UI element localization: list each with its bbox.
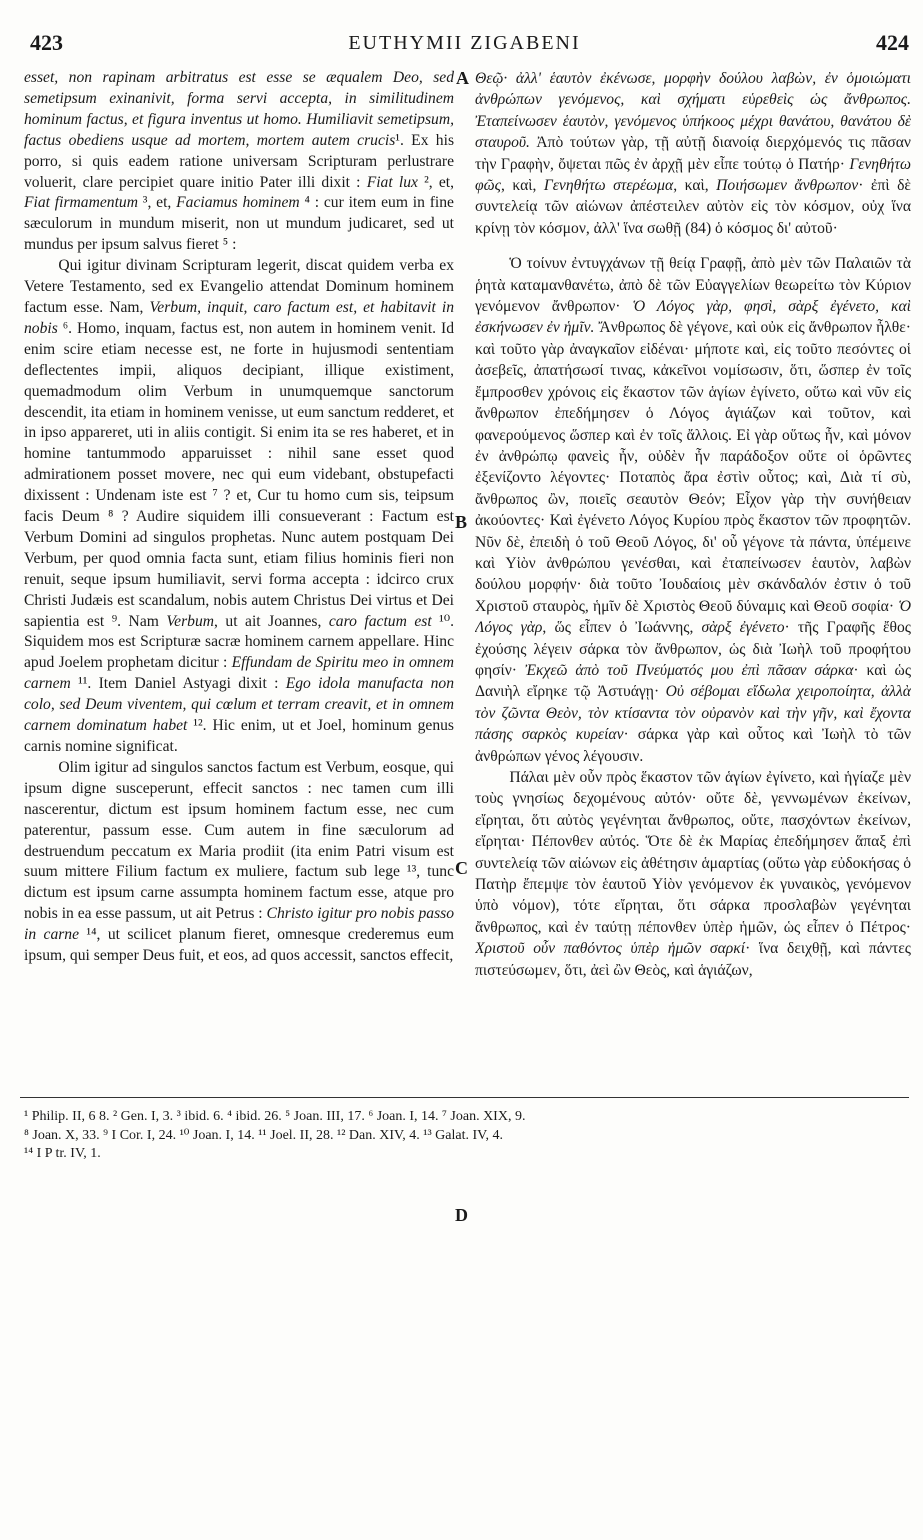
margin-letter-d: D	[455, 1205, 468, 1225]
running-title: EUTHYMII ZIGABENI	[348, 32, 581, 54]
greek-quote: Χριστοῦ οὖν παθόντος ὑπὲρ ἡμῶν σαρκί	[475, 940, 746, 958]
greek-text: , ὥς εἶπεν ὁ Ἰωάννης,	[542, 619, 702, 637]
greek-text: · καὶ ὡς Δανιὴλ εἴρηκε τῷ Ἀστυάγῃ·	[475, 661, 911, 701]
page-number-left: 423	[30, 30, 63, 55]
latin-text: ¹. Ex his porro, si quis eadem ratione universam Scripturam perlustrare voluerit, clare percipiet quare initio Pater illi dixit :	[24, 131, 454, 191]
footnote-line-3: ¹⁴ I P tr. IV, 1.	[24, 1146, 101, 1161]
greek-quote: Ποιήσωμεν ἄνθρωπον	[716, 177, 859, 195]
latin-text: , ut ait Joannes,	[214, 612, 329, 630]
page-header	[20, 30, 909, 66]
latin-quote: Ego idola manufacta non colo, sed Deum viventem, qui cœlum et terram creavit, et in omnem carnem dominatum habet	[24, 675, 454, 735]
latin-quote: Fiat lux	[366, 173, 418, 191]
latin-quote: Verbum, inquit, caro factum est, et habitavit in nobis	[24, 298, 454, 337]
greek-text: · σάρκα γὰρ καὶ οὗτος καὶ Ἰωὴλ τὸ τῶν ἀνθρώπων γένος λέγουσιν.	[475, 726, 911, 765]
latin-text: ¹². Hic enim, ut et Joel, hominum genus carnis nomine significat.	[24, 717, 454, 755]
footnote-rule	[20, 1097, 909, 1098]
footnote-line-2: ⁸ Joan. X, 33. ⁹ I Cor. I, 24. ¹⁰ Joan. I, 14. ¹¹ Joel. II, 28. ¹² Dan. XIV, 4. ¹³ Galat. IV, 4.	[24, 1127, 503, 1143]
greek-paragraph-1	[475, 68, 911, 239]
latin-text: esset, non rapinam arbitratus est esse se æqualem Deo, sed semetipsum exinanivit, forma servi accepta, in similitudinem hominum factus, et figura inventus ut homo. Humiliavit semetipsum, factus obediens usque ad mortem, mortem autem crucis	[24, 69, 454, 149]
latin-text: ¹⁴, ut scilicet planum fieret, omnesque crederemus eum ipsum, qui semper Deus fuit, et eos, ad quos accessit, sanctos effecit,	[24, 926, 454, 965]
latin-paragraph-3	[24, 758, 454, 967]
greek-text: · ἵνα δειχθῇ, καὶ πάντες πιστεύσωμεν, ὅτι, ἀεὶ ὢν Θεὸς, καὶ ἁγιάζων,	[475, 940, 911, 979]
latin-quote: Effundam de Spiritu meo in omnem carnem	[24, 654, 454, 693]
latin-text: ⁶. Homo, inquam, factus est, non autem in hominem venit. Id enim scire etiam necesse est, ne forte in hujusmodi sententiam deflectentes impii, aliquos decipiant, illique existiment, quemadmodum olim Verbum in unumquemque sanctorum descendit, ita etiam in hominem venisse, ut eum sanctum redderet, et in ipso appareret, uti in aliis contigit. Si enim ita se res haberet, et in homine tantummodo apparuisset : nihil sane esset quod admirationem posset movere, nec qui eum videbant, obstupefacti dixissent : Undenam iste est ⁷ ? et, Cur tu homo cum sis, teipsum facis Deum ⁸ ? Audire siquidem illi consueverant : Factum est Verbum Domini ad singulos prophetas. Nunc autem postquam Dei Verbum, per quod omnia facta sunt, etiam filius hominis fieri non renuit, seque ipsum humiliavit, servi forma accepta : idcirco crux Christi Judæis est scandalum, nobis autem Christus Dei virtus et Dei sapientia est ⁹. Nam	[24, 319, 454, 630]
greek-text: Ὁ τοίνυν ἐντυγχάνων τῇ θείᾳ Γραφῇ, ἀπὸ μὲν τῶν Παλαιῶν τὰ ῥητὰ καταμανθανέτω, ἀπὸ δὲ τῶν Εὐαγγελίων θεωρείτω τὸν Κύριον γενόμενον ἄνθρωπον·	[475, 255, 911, 316]
latin-quote: Christo igitur pro nobis passo in carne	[24, 905, 454, 944]
greek-quote: Ἐκχεῶ ἀπὸ τοῦ Πνεύματός μου ἐπὶ πᾶσαν σάρκα	[524, 661, 854, 679]
greek-quote: Θεῷ· ἀλλ' ἑαυτὸν ἐκένωσε, μορφὴν δούλου λαβὼν, ἐν ὁμοιώματι ἀνθρώπων γενόμενος, καὶ σχήματι εὑρεθεὶς ὡς ἄνθρωπος. Ἐταπείνωσεν ἑαυτὸν, γενόμενος ὑπήκοος μέχρι θανάτου, θανάτου δὲ σταυροῦ.	[475, 70, 911, 152]
margin-letter-b: B	[455, 512, 468, 532]
latin-text: Olim igitur ad singulos sanctos factum est Verbum, eosque, qui ipsum digne susceperunt, effecit sanctos : nec tamen cum illi nascerentur, dictum est ipsum hominem factum esse, nec cum paterentur, passum esse. Cum autem in fine sæculorum ad destruendum peccatum ex Maria prodiit (ita enim Patri visum est suum mittere Filium factum ex muliere, factum sub lege ¹³, tunc dictum est ipsum carne assumpta hominem factum esse, atque pro nobis in ea esse passum, ut ait Petrus :	[24, 758, 454, 923]
greek-text: , καὶ,	[500, 177, 544, 195]
greek-quote: Γενηθήτω στερέωμα	[543, 177, 674, 195]
page-number-right: 424	[876, 30, 909, 55]
greek-text: · τῆς Γραφῆς ἔθος ἐχούσης λέγειν σάρκα τὸν ἄνθρωπον, ὡς διὰ Ἰωὴλ τοῦ προφήτου φησίν·	[475, 619, 911, 679]
latin-quote: Faciamus hominem	[176, 194, 300, 212]
latin-quote: caro factum est	[328, 612, 432, 630]
greek-quote: Ὁ Λόγος γὰρ	[475, 597, 911, 637]
greek-quote: Ὁ Λόγος γὰρ, φησὶ, σὰρξ ἐγένετο, καὶ ἐσκήνωσεν ἐν ἡμῖν.	[475, 298, 911, 337]
greek-text: · ἐπὶ δὲ συντελείᾳ τῶν αἰώνων ἀπέστειλεν αὐτὸν εἰς τὸν κόσμον, οὐχ ἵνα κρίνῃ τὸν κόσμον, ἀλλ' ἵνα σωθῇ (84) ὁ κόσμος δι' αὐτοῦ·	[475, 177, 911, 237]
greek-paragraph-3	[475, 767, 911, 981]
latin-text: ¹¹. Item Daniel Astyagi dixit :	[70, 675, 286, 693]
latin-paragraph-2	[24, 256, 454, 758]
latin-text: ¹⁰. Siquidem mos est Scripturæ sacræ hominem carnem appellare. Hinc apud Joelem prophetam dicitur :	[24, 612, 454, 672]
latin-quote: Verbum	[166, 612, 215, 630]
footnote-line-1: ¹ Philip. II, 6 8. ² Gen. I, 3. ³ ibid. 6. ⁴ ibid. 26. ⁵ Joan. III, 17. ⁶ Joan. I, 14. ⁷ Joan. XIX, 9.	[24, 1109, 526, 1124]
greek-text: , καὶ,	[673, 177, 717, 195]
latin-paragraph-1	[24, 68, 454, 256]
greek-quote: Γενηθήτω φῶς	[475, 155, 911, 195]
greek-paragraph-2	[475, 253, 911, 767]
greek-quote: Οὐ σέβομαι εἴδωλα χειροποίητα, ἀλλὰ τὸν ζῶντα Θεὸν, τὸν κτίσαντα τὸν οὐρανὸν καὶ τὴν γῆν, καὶ ἔχοντα πάσης σαρκὸς κυρείαν	[475, 683, 911, 744]
greek-text: Ἄνθρωπος δὲ γέγονε, καὶ οὐκ εἰς ἄνθρωπον ἦλθε· καὶ τοῦτο γὰρ ἀναγκαῖον εἰδέναι· μήποτε καὶ, εἰς τοῦτο πεσόντες οἱ ἀσεβεῖς, ἀπατήσωσί τινας, κἀκεῖνοι νομίσωσιν, ὅτι, ὥσπερ ἐν τοῖς ἔμπροσθεν χρόνοις εἰς ἕκαστον τῶν ἁγίων ἐγίνετο, οὕτω καὶ νῦν εἰς ἄνθρωπον ἐπεδήμησεν ὁ Λόγος ἁγιάζων καὶ τοῦτον, καὶ φανερούμενος ὥσπερ καὶ ἐν τοῖς ἄλλοις. Εἰ γὰρ οὕτως ἦν, καὶ μόνον ἐν ἀνθρώπῳ φανεὶς ἦν, οὐδὲν ἦν παράδοξον οὔτε οἱ ὁρῶντες ἐξενίζοντο λέγοντες· Ποταπὸς ἄρα ἐστὶν οὗτος; καὶ, Διὰ τί σὺ, ἄνθρωπος ὢν, ποιεῖς σεαυτὸν Θεόν; Εἶχον γὰρ τὴν συνήθειαν ἀκούοντες· Καὶ ἐγένετο Λόγος Κυρίου πρὸς ἕκαστον τῶν προφητῶν. Νῦν δὲ, ἐπειδὴ ὁ τοῦ Θεοῦ Λόγος, δι' οὗ γέγονε τὰ πάντα, ὑπέμεινε καὶ Υἱὸν ἀνθρώπου γενέσθαι, καὶ ἐταπείνωσεν ἑαυτὸν, λαβὼν δούλου μορφήν· διὰ τοῦτο Ἰουδαίοις μὲν σκάνδαλόν ἐστιν ὁ τοῦ Χριστοῦ σταυρὸς, ἡμῖν δὲ Χριστὸς Θεοῦ δύναμις καὶ Θεοῦ σοφία·	[475, 319, 911, 615]
latin-text: ⁴ : cur item eum in fine sæculorum in mundum miserit, non ut mundum judicaret, sed ut mundus per ipsum salvus fieret ⁵ :	[24, 194, 454, 254]
latin-text: ², et,	[417, 173, 454, 191]
latin-text: Qui igitur divinam Scripturam legerit, discat quidem verba ex Vetere Testamento, sed ex Evangelio attendat Dominum hominem factum esse. Nam,	[24, 257, 454, 316]
greek-quote: σὰρξ ἐγένετο	[701, 619, 785, 637]
latin-text: ³, et,	[137, 194, 177, 212]
footnotes	[24, 1108, 909, 1164]
greek-column	[475, 68, 911, 1090]
latin-quote: Fiat firmamentum	[24, 194, 138, 212]
margin-letter-a: A	[456, 68, 469, 88]
latin-column	[24, 68, 454, 1090]
greek-text: Ἀπὸ τούτων γὰρ, τῇ αὐτῇ διανοίᾳ διερχόμενός τις πᾶσαν τὴν Γραφὴν, ὄψεται πῶς ἐν ἀρχῇ μὲν εἶπε τούτῳ ὁ Πατήρ·	[475, 134, 911, 173]
greek-text: Πάλαι μὲν οὖν πρὸς ἕκαστον τῶν ἁγίων ἐγίνετο, καὶ ἡγίαζε μὲν τοὺς γνησίως δεχομένους αὐτόν· οὔτε δὲ, γεννωμένων ἐκείνων, εἴρηται, ὅτι αὐτὸς γεγένηται ἄνθρωπος, οὔτε, πασχόντων ἐκείνων, εἴρηται· Πέπονθεν αὐτός. Ὅτε δὲ ἐκ Μαρίας ἐπεδήμησεν ἅπαξ ἐπὶ συντελείᾳ τῶν αἰώνων εἰς ἀθέτησιν ἁμαρτίας (οὕτω γὰρ εὐδοκήσας ὁ Πατὴρ ἔπεμψε τὸν ἑαυτοῦ Υἱὸν γενόμενον ἐκ γυναικὸς, γενόμενον ὑπὸ νόμον), τότε εἴρηται, ὅτι σάρκα προσλαβὼν γεγένηται ἄνθρωπος, καὶ ἐν ταύτῃ πέπονθεν ὑπὲρ ἡμῶν, ὡς εἶπεν ὁ Πέτρος·	[475, 769, 911, 936]
margin-letter-c: C	[455, 858, 468, 878]
